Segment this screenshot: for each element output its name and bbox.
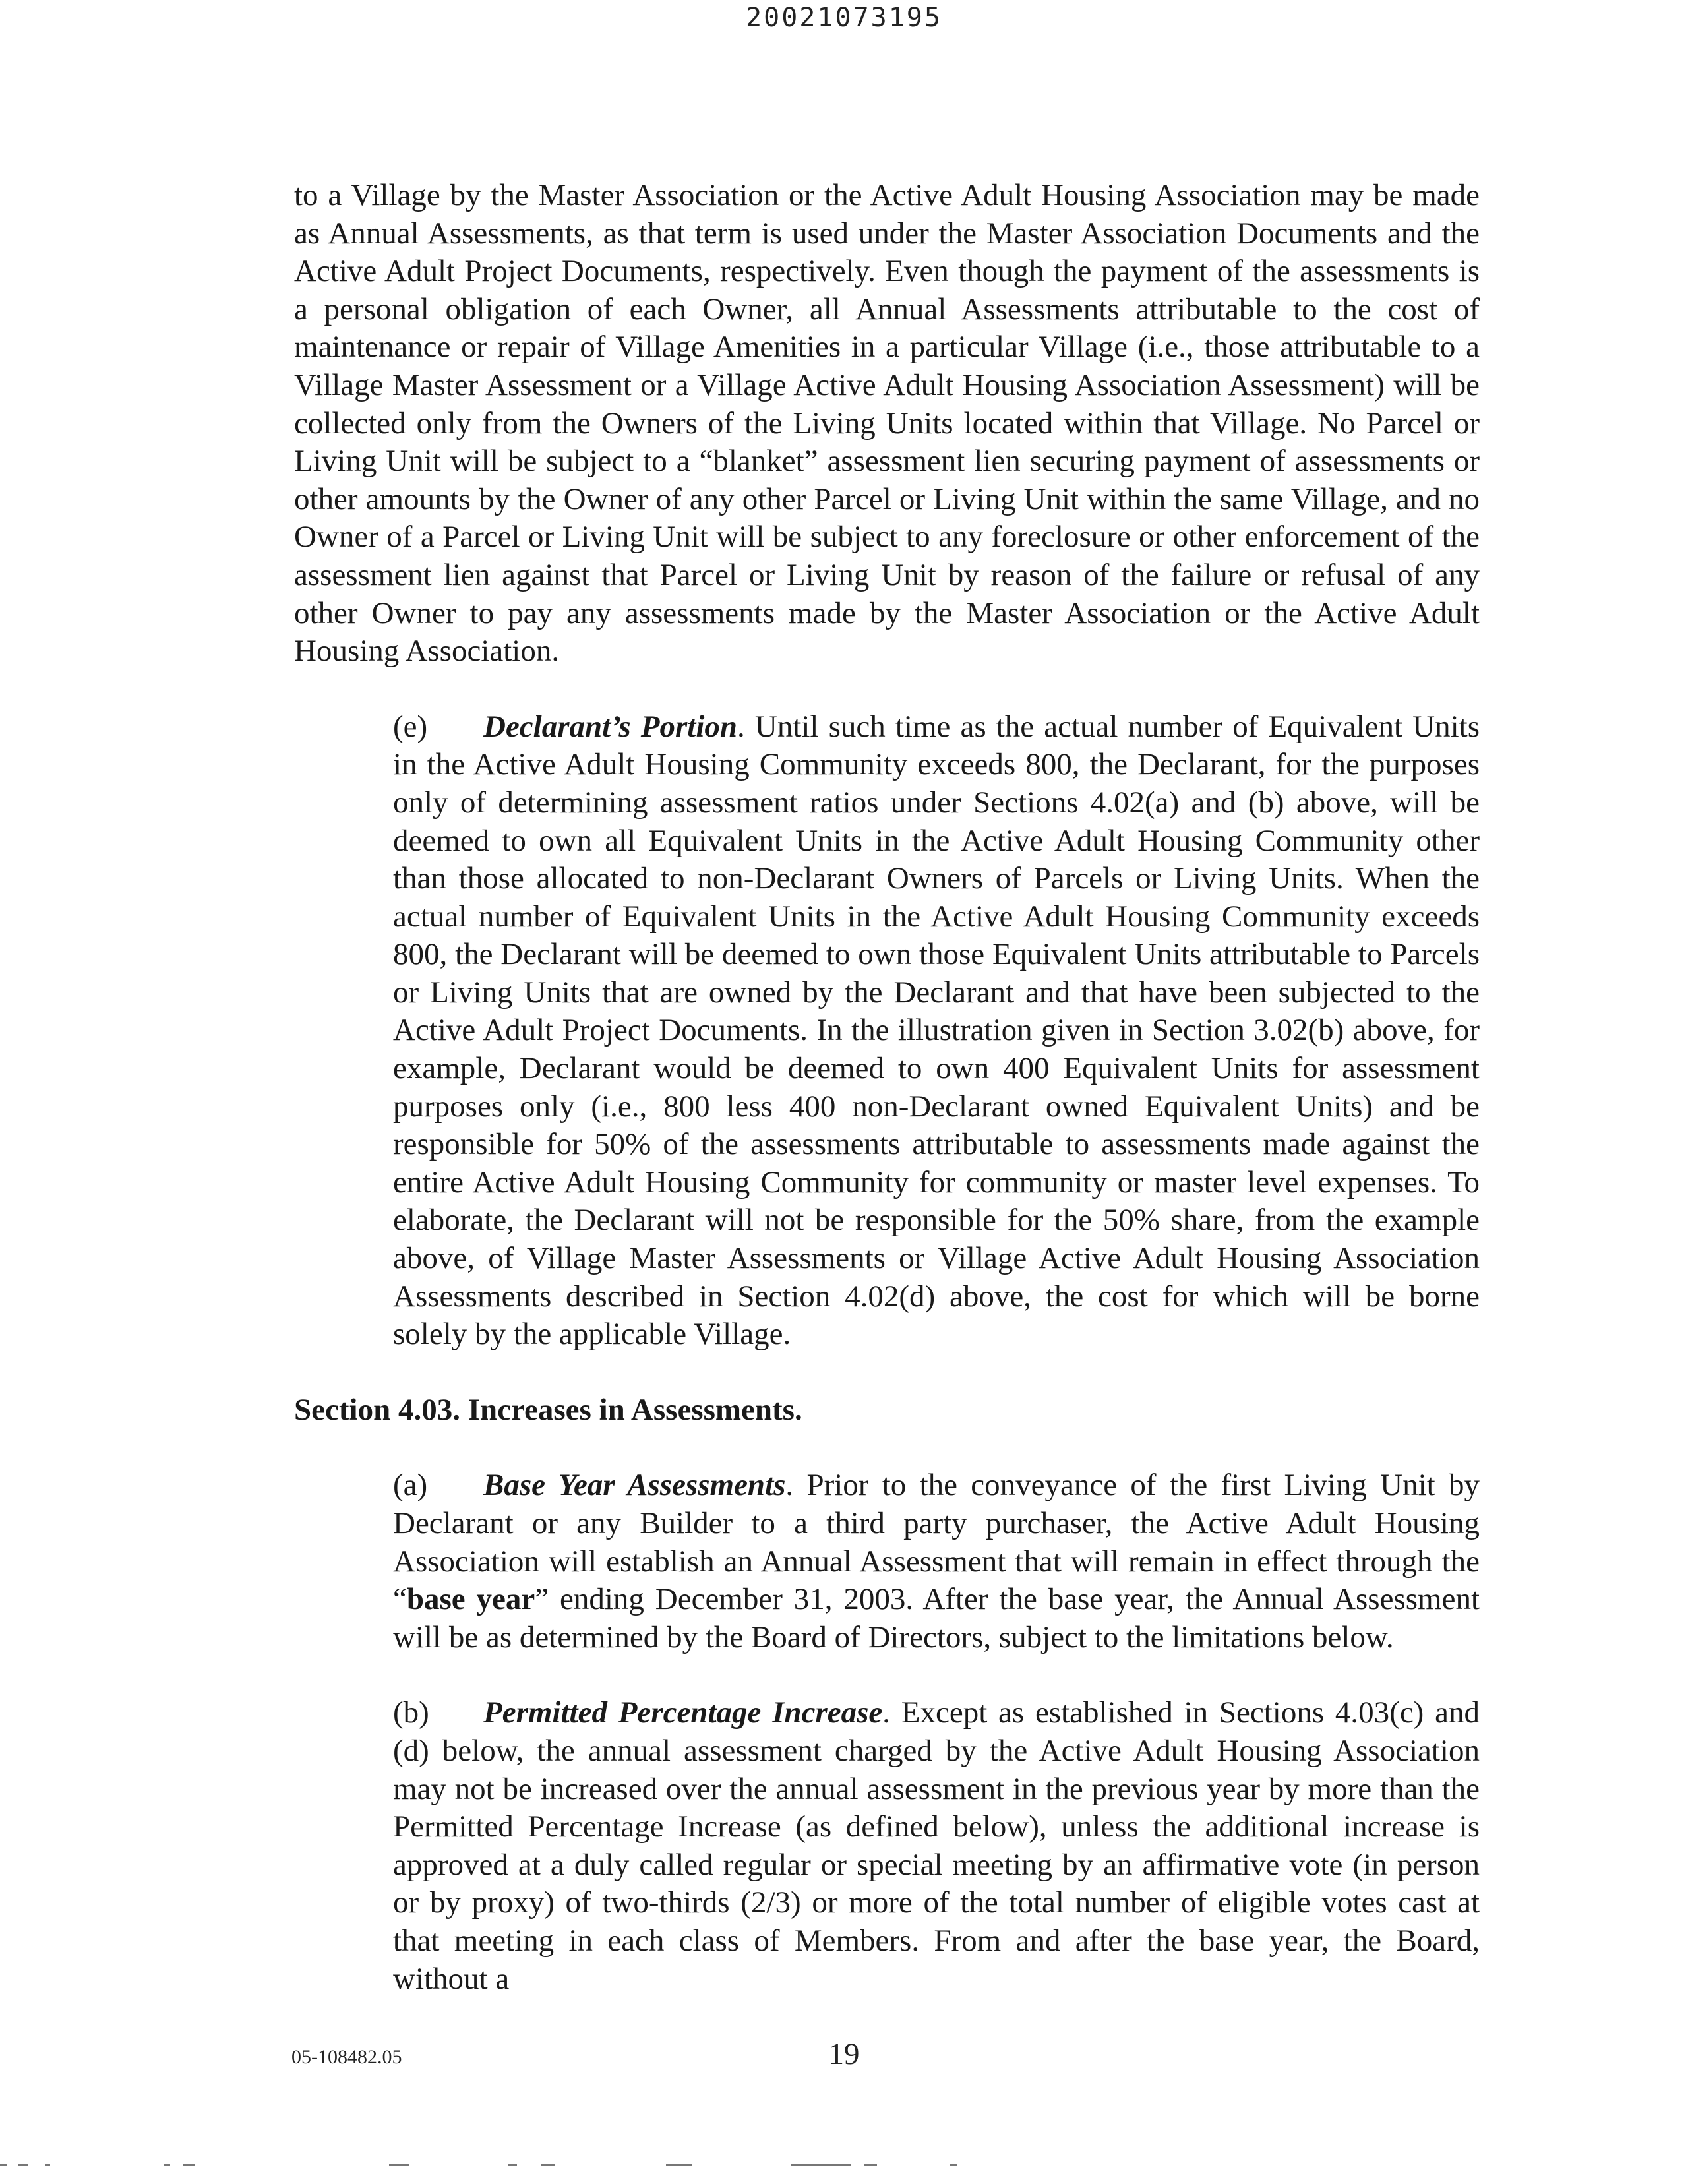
subsection-e-title: Declarant’s Portion <box>483 709 738 744</box>
document-body <box>294 177 1480 1998</box>
subsection-e-text: . Until such time as the actual number of Equivalent Units in the Active Adult Housing Community exceeds 800, the Declarant, for the purposes only of determining assessment ratios under Sections 4.02(a) and (b) above, will be deemed to own all Equivalent Units in the Active Adult Housing Community other than those allocated to non-Declarant Owners of Parcels or Living Units. When the actual number of Equivalent Units in the Active Adult Housing Community exceeds 800, the Declarant will be deemed to own those Equivalent Units attributable to Parcels or Living Units that are owned by the Declarant and that have been subjected to the Active Adult Project Documents. In the illustration given in Section 3.02(b) above, for example, Declarant would be deemed to own 400 Equivalent Units for assessment purposes only (i.e., 800 less 400 non-Declarant owned Equivalent Units) and be responsible for 50% of the assessments attributable to assessments made against the entire Active Adult Housing Community for community or master level expenses. To elaborate, the Declarant will not be responsible for the 50% share, from the example above, of Village Master Assessments or Village Active Adult Housing Association Assessments described in Section 4.02(d) above, the cost for which will be borne solely by the applicable Village. <box>393 709 1480 1352</box>
defined-term-base-year: base year <box>406 1582 535 1617</box>
subsection-b-label: (b) <box>393 1695 429 1730</box>
section-heading: Section 4.03. Increases in Assessments. <box>294 1392 802 1427</box>
subsection-a-label: (a) <box>393 1468 428 1503</box>
paragraph-continuation: to a Village by the Master Association or the Active Adult Housing Association may be made as Annual Assessments, as that term is used under the Master Association Documents and the Active Adult Project Documents, respectively. Even though the payment of the assessments is a personal obligation of each Owner, all Annual Assessments attributable to the cost of maintenance or repair of Village Amenities in a particular Village (i.e., those attributable to a Village Master Assessment or a Village Active Adult Housing Association Assessment) will be collected only from the Owners of the Living Units located within that Village. No Parcel or Living Unit will be subject to a “blanket” assessment lien securing payment of assessments or other amounts by the Owner of any other Parcel or Living Unit within the same Village, and no Owner of a Parcel or Living Unit will be subject to any foreclosure or other enforcement of the assessment lien against that Parcel or Living Unit by reason of the failure or refusal of any other Owner to pay any assessments made by the Master Association or the Active Adult Housing Association. <box>294 178 1480 669</box>
paragraph-a <box>294 1467 1480 1656</box>
subsection-a-text-before: . Prior to the conveyance of the first Living Unit by Declarant or any Builder to a third party purchaser, the Active Adult Housing Association will establish an Annual Assessment that will remain in effect through the “ <box>393 1468 1480 1617</box>
subsection-b-text: . Except as established in Sections 4.03(c) and (d) below, the annual assessment charged by the Active Adult Housing Association may not be increased over the annual assessment in the previous year by more than the Permitted Percentage Increase (as defined below), unless the additional increase is approved at a duly called regular or special meeting by an affirmative vote (in person or by proxy) of two-thirds (2/3) or more of the total number of eligible votes cast at that meeting in each class of Members. From and after the base year, the Board, without a <box>393 1695 1480 1996</box>
subsection-e-label: (e) <box>393 709 428 744</box>
subsection-a-title: Base Year Assessments <box>483 1468 786 1503</box>
subsection-a-text-after: ” ending December 31, 2003. After the base year, the Annual Assessment will be as determined by the Board of Directors, subject to the limitations below. <box>393 1582 1480 1654</box>
subsection-b-title: Permitted Percentage Increase <box>483 1695 883 1730</box>
document-number: 20021073195 <box>746 3 942 33</box>
footer-document-id: 05-108482.05 <box>291 2046 402 2068</box>
paragraph-e <box>294 708 1480 1354</box>
paragraph-b <box>294 1694 1480 1998</box>
page-number: 19 <box>828 2037 860 2071</box>
scan-artifact-strip <box>0 2164 1688 2177</box>
